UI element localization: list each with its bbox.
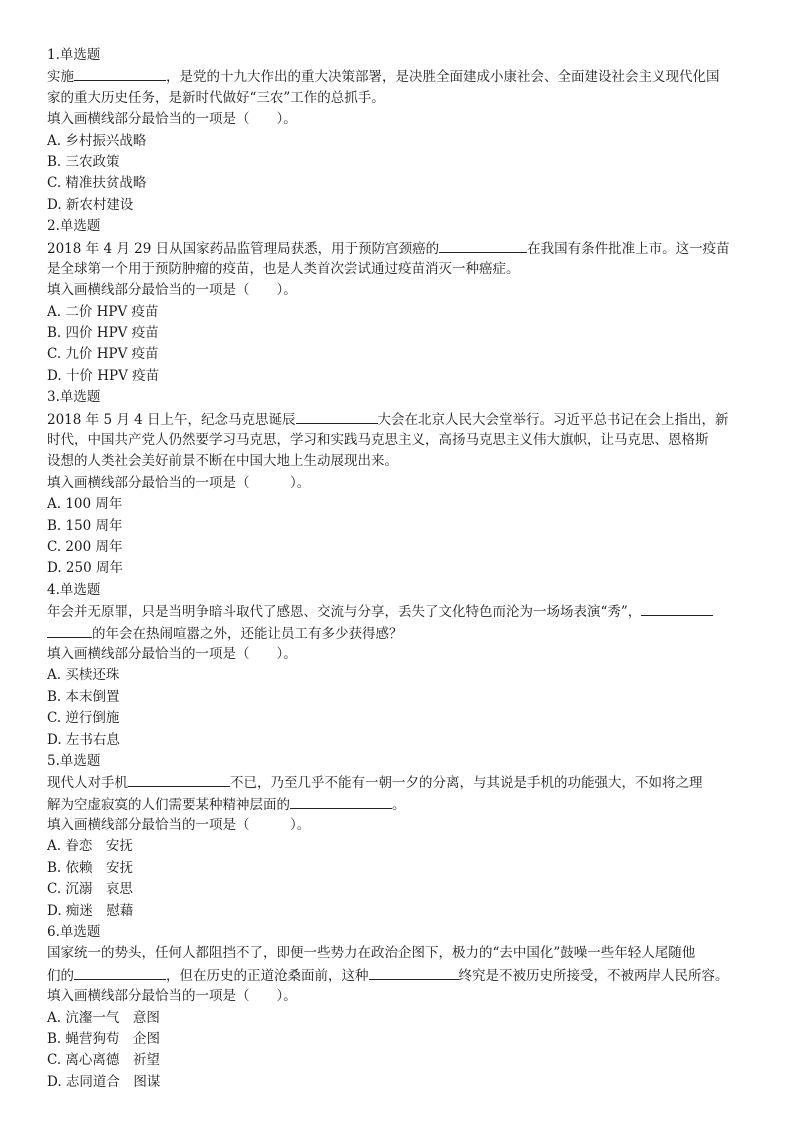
option-c: C. 逆行倒施 (47, 710, 120, 727)
option-b: B. 本末倒置 (47, 688, 120, 705)
option-b: B. 依赖 安抚 (47, 859, 134, 876)
answer-blank (369, 965, 459, 980)
question-2 (47, 216, 757, 387)
question-stem-line: 的年会在热闹喧嚣之外，还能让员工有多少获得感？ (47, 623, 757, 644)
option-a: A. 二价 HPV 疫苗 (47, 303, 159, 320)
option-b: B. 蝇营狗苟 企图 (47, 1030, 161, 1047)
question-header: 4.单选题 (47, 581, 101, 598)
question-prompt: 填入画横线部分最恰当的一项是（ ）。 (47, 282, 297, 299)
option-a: A. 买椟还珠 (47, 667, 120, 684)
option-a: A. 100 周年 (47, 496, 123, 513)
question-prompt: 填入画横线部分最恰当的一项是（ ）。 (47, 817, 311, 834)
option-d: D. 痴迷 慰藉 (47, 902, 134, 919)
answer-blank (128, 772, 230, 787)
answer-blank (290, 794, 392, 809)
question-stem-line: 时代，中国共产党人仍然要学习马克思，学习和实践马克思主义，高扬马克思主义伟大旗帜，让马克思、恩格斯 (47, 432, 709, 449)
option-b: B. 150 周年 (47, 517, 123, 534)
option-c: C. 精准扶贫战略 (47, 175, 147, 192)
answer-blank-continued (47, 623, 92, 638)
question-header: 2.单选题 (47, 218, 101, 235)
question-stem-line: 实施 ，是党的十九大作出的重大决策部署，是决胜全面建成小康社会、全面建设社会主义现代化国 (47, 66, 757, 87)
option-c: C. 离心离德 祈望 (47, 1052, 160, 1069)
question-prompt: 填入画横线部分最恰当的一项是（ ）。 (47, 111, 297, 128)
option-a: A. 沆瀣一气 意图 (47, 1009, 160, 1026)
option-b: B. 三农政策 (47, 153, 120, 170)
question-header: 3.单选题 (47, 389, 101, 406)
question-6 (47, 922, 757, 1093)
answer-blank (74, 66, 166, 81)
question-stem-line: 2018 年 4 月 29 日从国家药品监管理局获悉，用于预防宫颈癌的 在我国有条件批准上市。这一疫苗 (47, 238, 757, 259)
exam-page (47, 45, 757, 1093)
option-c: C. 沉溺 哀思 (47, 881, 133, 898)
option-d: D. 志同道合 图谋 (47, 1073, 161, 1090)
option-a: A. 眷恋 安抚 (47, 838, 133, 855)
answer-blank (296, 409, 378, 424)
question-stem-line: 解为空虚寂寞的人们需要某种精神层面的 。 (47, 794, 757, 815)
option-d: D. 左书右息 (47, 731, 120, 748)
question-stem-line: 是全球第一个用于预防肿瘤的疫苗，也是人类首次尝试通过疫苗消灭一种癌症。 (47, 260, 520, 277)
question-4 (47, 580, 757, 751)
question-stem-line: 2018 年 5 月 4 日上午，纪念马克思诞辰 大会在北京人民大会堂举行。习近平总书记在会上指出，新 (47, 409, 757, 430)
answer-blank (641, 601, 713, 616)
question-stem-line: 年会并无原罪，只是当明争暗斗取代了感恩、交流与分享，丢失了文化特色而沦为一场场表演“秀”， (47, 601, 757, 622)
answer-blank (439, 238, 527, 253)
question-header: 1.单选题 (47, 47, 101, 63)
option-c: C. 九价 HPV 疫苗 (47, 346, 159, 363)
option-b: B. 四价 HPV 疫苗 (47, 325, 159, 342)
option-d: D. 250 周年 (47, 560, 123, 577)
question-prompt: 填入画横线部分最恰当的一项是（ ）。 (47, 988, 297, 1005)
question-stem-line: 国家统一的势头，任何人都阻挡不了，即便一些势力在政治企图下，极力的“去中国化”鼓噪一些年轻人尾随他 (47, 945, 696, 962)
question-prompt: 填入画横线部分最恰当的一项是（ ）。 (47, 474, 311, 491)
option-c: C. 200 周年 (47, 538, 123, 555)
question-prompt: 填入画横线部分最恰当的一项是（ ）。 (47, 645, 297, 662)
option-d: D. 新农村建设 (47, 196, 134, 213)
question-header: 6.单选题 (47, 924, 101, 941)
answer-blank (74, 965, 166, 980)
question-stem-line: 们的 ，但在历史的正道沧桑面前，这种 终究是不被历史所接受，不被两岸人民所容。 (47, 965, 757, 986)
option-d: D. 十价 HPV 疫苗 (47, 367, 160, 384)
option-a: A. 乡村振兴战略 (47, 132, 147, 149)
question-1 (47, 45, 757, 216)
question-stem-line: 设想的人类社会美好前景不断在中国大地上生动展现出来。 (47, 453, 398, 470)
question-stem-line: 现代人对手机 不已，乃至几乎不能有一朝一夕的分离，与其说是手机的功能强大，不如将之理 (47, 772, 757, 793)
question-5 (47, 751, 757, 922)
question-header: 5.单选题 (47, 752, 101, 769)
question-3 (47, 387, 757, 580)
question-stem-line: 家的重大历史任务，是新时代做好“三农”工作的总抓手。 (47, 89, 385, 106)
